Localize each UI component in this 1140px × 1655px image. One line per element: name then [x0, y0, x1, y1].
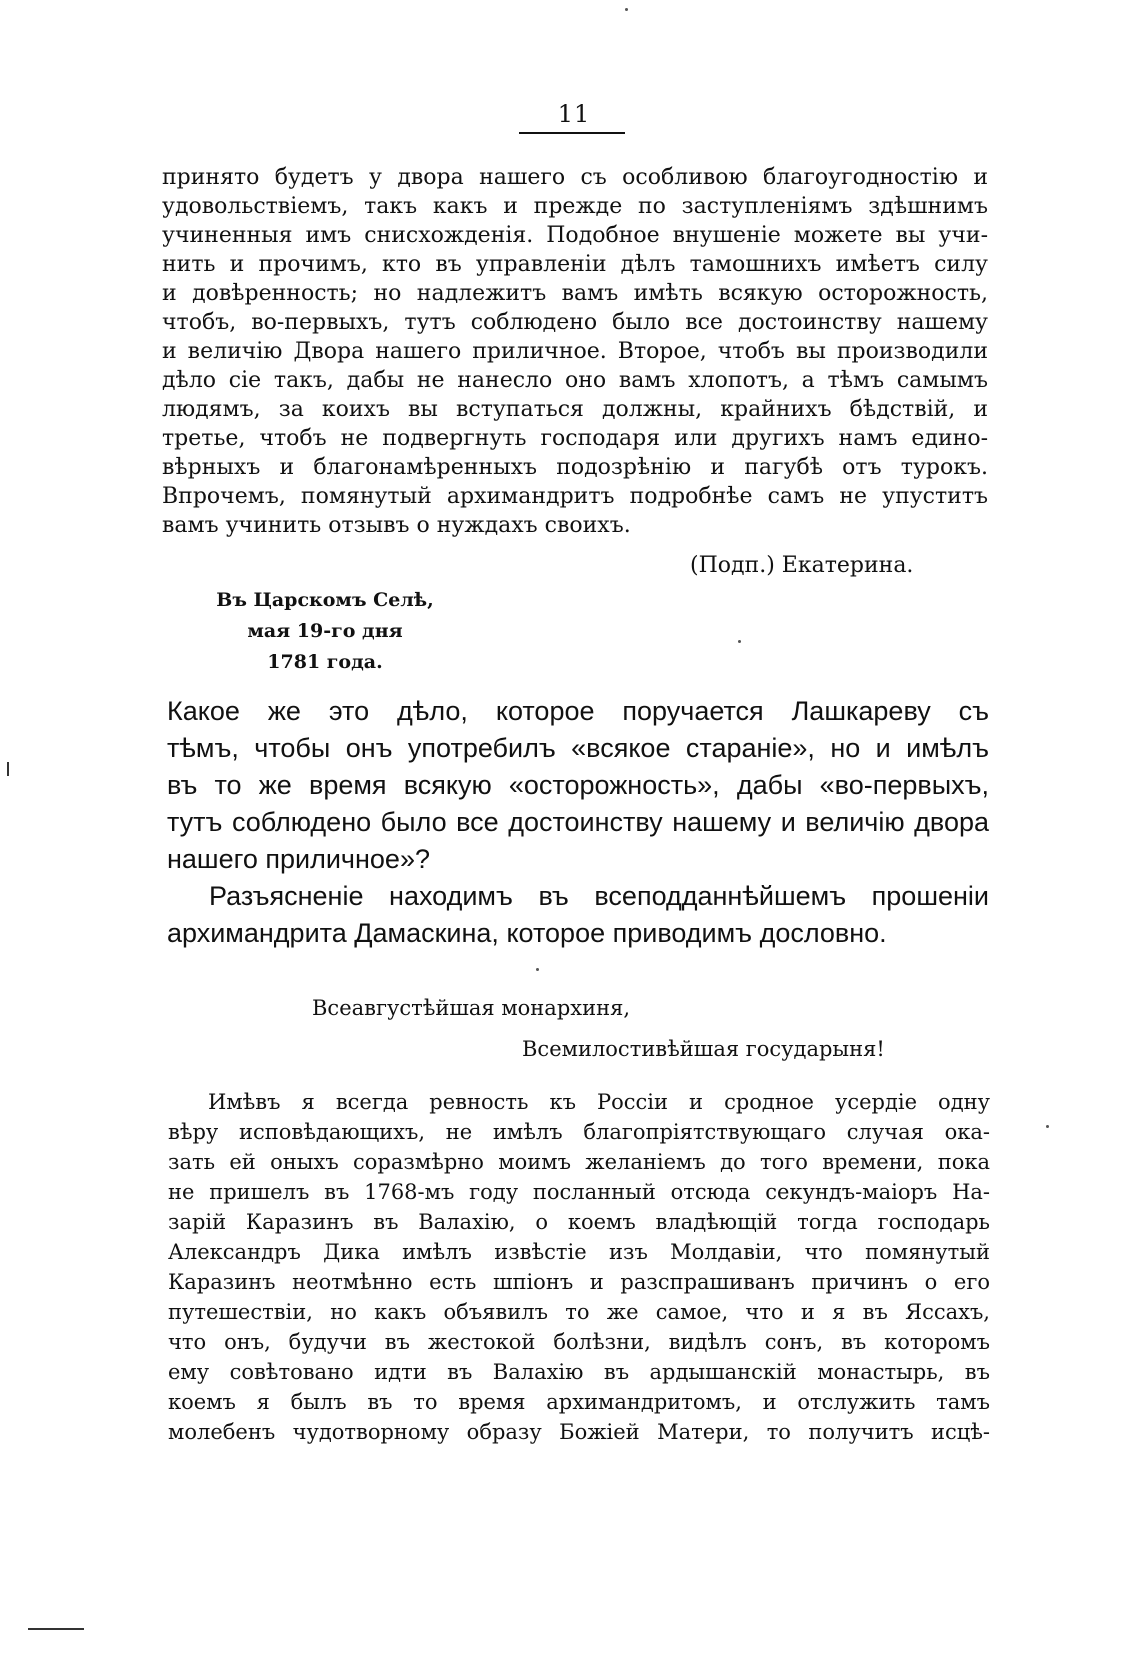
letter-line: и довѣренность; но надлежитъ вамъ имѣть всякую осторожность,	[162, 281, 988, 306]
salutation-line-1: Всеавгустѣйшая монархиня,	[312, 996, 631, 1020]
commentary-text	[167, 693, 989, 952]
letter-line: третье, чтобъ не подвергнуть господаря или другихъ намъ едино-	[162, 426, 988, 451]
commentary-line: Какое же это дѣло, которое поручается Лашкареву съ	[167, 696, 989, 726]
margin-mark	[7, 762, 9, 776]
petition-line: зать ей оныхъ соразмѣрно моимъ желаніемъ до того времени, пока	[168, 1150, 990, 1174]
petition-line: Александръ Дика имѣлъ извѣстіе изъ Молдавіи, что помянутый	[168, 1240, 990, 1264]
petition-text	[168, 1087, 990, 1447]
petition-line: Имѣвъ я всегда ревность къ Россіи и сродное усердіе одну	[208, 1090, 990, 1114]
letter-line: вамъ учинить отзывъ о нуждахъ своихъ.	[162, 513, 631, 538]
scan-speck	[1046, 1125, 1049, 1128]
letter-line: нить и прочимъ, кто въ управленіи дѣлъ тамошнихъ имѣетъ силу	[162, 252, 988, 277]
commentary-line: тутъ соблюдено было все достоинству нашему и величію двора	[167, 807, 989, 837]
commentary-line: тѣмъ, чтобы онъ употребилъ «всякое стараніе», но и имѣлъ	[167, 733, 989, 763]
commentary-line: Разъясненіе находимъ въ всеподданнѣйшемъ прошеніи	[209, 881, 989, 911]
page-number: 11	[557, 100, 591, 128]
letter-line: чтобъ, во-первыхъ, тутъ соблюдено было все достоинству нашему	[162, 310, 988, 335]
place-date-line: мая 19-го дня	[247, 620, 403, 642]
signature: (Подп.) Екатерина.	[690, 553, 914, 578]
scan-speck	[536, 968, 539, 971]
commentary-line: въ то же время всякую «осторожность», дабы «во-первыхъ,	[167, 770, 989, 800]
letter-line: вѣрныхъ и благонамѣренныхъ подозрѣнію и пагубѣ отъ турокъ.	[162, 455, 988, 480]
petition-line: что онъ, будучи въ жестокой болѣзни, видѣлъ сонъ, въ которомъ	[168, 1330, 990, 1354]
place-date-line: 1781 года.	[267, 651, 383, 673]
place-date	[210, 585, 440, 678]
petition-line: Каразинъ неотмѣнно есть шпіонъ и разспрашиванъ причинъ о его	[168, 1270, 990, 1294]
petition-line: путешествіи, но какъ объявилъ то же самое, что и я въ Яссахъ,	[168, 1300, 990, 1324]
letter-line: удовольствіемъ, такъ какъ и прежде по заступленіямъ здѣшнимъ	[162, 194, 988, 219]
scan-speck	[738, 640, 741, 643]
letter-text	[162, 163, 988, 540]
letter-line: принято будетъ у двора нашего съ особливою благоугодностію и	[162, 165, 988, 190]
petition-line: зарій Каразинъ въ Валахію, о коемъ владѣющій тогда господарь	[168, 1210, 990, 1234]
petition-line: ему совѣтовано идти въ Валахію въ ардышанскій монастырь, въ	[168, 1360, 990, 1384]
petition-line: молебенъ чудотворному образу Божіей Матери, то получитъ исцѣ-	[168, 1420, 990, 1444]
letter-line: людямъ, за коихъ вы вступаться должны, крайнихъ бѣдствій, и	[162, 397, 988, 422]
letter-line: Впрочемъ, помянутый архимандритъ подробнѣе самъ не упуститъ	[162, 484, 988, 509]
commentary-line: архимандрита Дамаскина, которое приводимъ дословно.	[167, 918, 887, 948]
commentary-line: нашего приличное»?	[167, 844, 430, 874]
scan-speck	[625, 8, 628, 11]
footer-rule	[28, 1628, 84, 1630]
page-number-rule	[519, 132, 625, 134]
letter-line: и величію Двора нашего приличное. Второе, чтобъ вы производили	[162, 339, 988, 364]
place-date-line: Въ Царскомъ Селѣ,	[216, 589, 434, 611]
letter-line: дѣло сіе такъ, дабы не нанесло оно вамъ хлопотъ, а тѣмъ самымъ	[162, 368, 988, 393]
petition-line: не пришелъ въ 1768-мъ году посланный отсюда секундъ-маіоръ На-	[168, 1180, 990, 1204]
petition-line: вѣру исповѣдающихъ, не имѣлъ благопріятствующаго случая ока-	[168, 1120, 990, 1144]
salutation-line-2: Всемилостивѣйшая государыня!	[522, 1037, 885, 1061]
petition-line: коемъ я былъ въ то время архимандритомъ, и отслужить тамъ	[168, 1390, 990, 1414]
letter-line: учиненныя имъ снисхожденія. Подобное внушеніе можете вы учи-	[162, 223, 988, 248]
